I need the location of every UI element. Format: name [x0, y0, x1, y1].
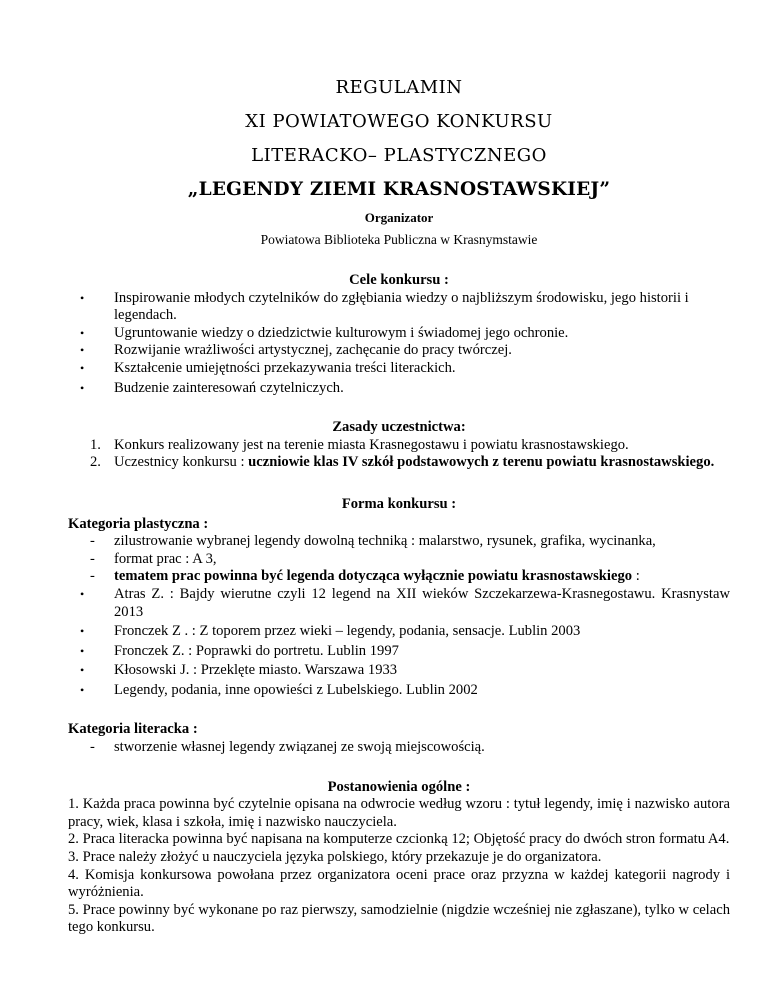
dash-marker: - [90, 533, 95, 550]
literary-requirements-list [68, 739, 730, 757]
category-literary-label: Kategoria literacka : [68, 721, 198, 738]
section-heading-form: Forma konkursu : [341, 495, 457, 512]
books-list [68, 586, 730, 700]
bullet-icon: • [80, 624, 85, 639]
list-item: • Ugruntowanie wiedzy o dziedzictwie kulturowym i świadomej jego ochronie. [80, 324, 569, 341]
bullet-icon: • [80, 290, 85, 305]
list-item: • Fronczek Z . : Z toporem przez wieki – legendy, podania, sensacje. Lublin 2003 [80, 623, 581, 640]
dash-marker: - [90, 568, 95, 585]
title-regulamin: REGULAMIN [335, 77, 463, 98]
section-heading-goals: Cele konkursu : [349, 272, 449, 288]
list-item: • Legendy, podania, inne opowieści z Lubelskiego. Lublin 2002 [80, 681, 478, 698]
dash-marker: - [90, 739, 95, 756]
goals-list [68, 290, 730, 398]
bullet-icon: • [80, 343, 85, 358]
list-item: • Fronczek Z. : Poprawki do portretu. Lublin 1997 [80, 642, 399, 659]
list-item: • Atras Z. : Bajdy wierutne czyli 12 legend na XII wieków Szczekarzewa-Krasnegostawu. Krasnystaw 2013 [80, 585, 730, 620]
list-item: 2. Uczestnicy konkursu : uczniowie klas IV szkół podstawowych z terenu powiatu krasnostawskiego. [90, 454, 715, 471]
list-item: • Kłosowski J. : Przeklęte miasto. Warszawa 1933 [80, 662, 398, 679]
category-art-label: Kategoria plastyczna : [68, 515, 209, 532]
rules-list [68, 437, 730, 472]
bullet-icon: • [80, 586, 85, 601]
general-provision-4: 4. Komisja konkursowa powołana przez organizatora oceni prace oraz przyzna w każdej kategorii nagrody i wyróżnienia. [68, 866, 730, 901]
general-provision-1: 1. Każda praca powinna być czytelnie opisana na odwrocie według wzoru : tytuł legendy, imię i nazwisko autora pracy, wiek, klasa i szkoła, imię i nazwisko nauczyciela. [68, 796, 730, 830]
title-contest-number: XI POWIATOWEGO KONKURSU [245, 111, 553, 132]
list-number: 2. [90, 454, 101, 471]
general-provision-2: 2. Praca literacka powinna być napisana na komputerze czcionką 12; Objętość pracy do dwóch stron formatu A4. [68, 831, 730, 848]
list-item: - zilustrowanie wybranej legendy dowolną techniką : malarstwo, rysunek, grafika, wycinanka, [90, 533, 656, 550]
bullet-icon: • [80, 682, 85, 697]
list-item: • Kształcenie umiejętności przekazywania treści literackich. [80, 359, 456, 376]
list-item: • Budzenie zainteresowań czytelniczych. [80, 379, 344, 396]
document-page [68, 74, 730, 937]
bullet-icon: • [80, 663, 85, 678]
organizer-label: Organizator [364, 210, 434, 225]
list-item: - tematem prac powinna być legenda dotycząca wyłącznie powiatu krasnostawskiego : [90, 568, 640, 585]
list-item: • Inspirowanie młodych czytelników do zgłębiania wiedzy o najbliższym środowisku, jego historii i legendach. [80, 289, 689, 324]
dash-marker: - [90, 550, 95, 567]
title-contest-name: „LEGENDY ZIEMI KRASNOSTAWSKIEJ” [187, 179, 611, 200]
bullet-icon: • [80, 643, 85, 658]
general-provision-3: 3. Prace należy złożyć u nauczyciela języka polskiego, który przekazuje je do organizatora. [68, 849, 602, 866]
bullet-icon: • [80, 360, 85, 375]
list-item: 1. Konkurs realizowany jest na terenie miasta Krasnegostawu i powiatu krasnostawskiego. [90, 436, 629, 453]
art-requirements-list [68, 533, 730, 586]
title-contest-type: LITERACKO– PLASTYCZNEGO [251, 145, 547, 166]
bullet-icon: • [80, 380, 85, 395]
bullet-icon: • [80, 325, 85, 340]
section-heading-general: Postanowienia ogólne : [327, 778, 471, 795]
general-provision-5: 5. Prace powinny być wykonane po raz pierwszy, samodzielnie (nigdzie wcześniej nie zgłaszane), tylko w celach tego konkursu. [68, 901, 730, 936]
organizer-name: Powiatowa Biblioteka Publiczna w Krasnymstawie [260, 232, 538, 247]
list-number: 1. [90, 436, 101, 453]
list-item: • Rozwijanie wrażliwości artystycznej, zachęcanie do pracy twórczej. [80, 342, 512, 359]
list-item: - format prac : A 3, [90, 550, 217, 567]
section-heading-rules: Zasady uczestnictwa: [332, 419, 466, 436]
list-item: - stworzenie własnej legendy związanej ze swoją miejscowością. [90, 739, 485, 756]
